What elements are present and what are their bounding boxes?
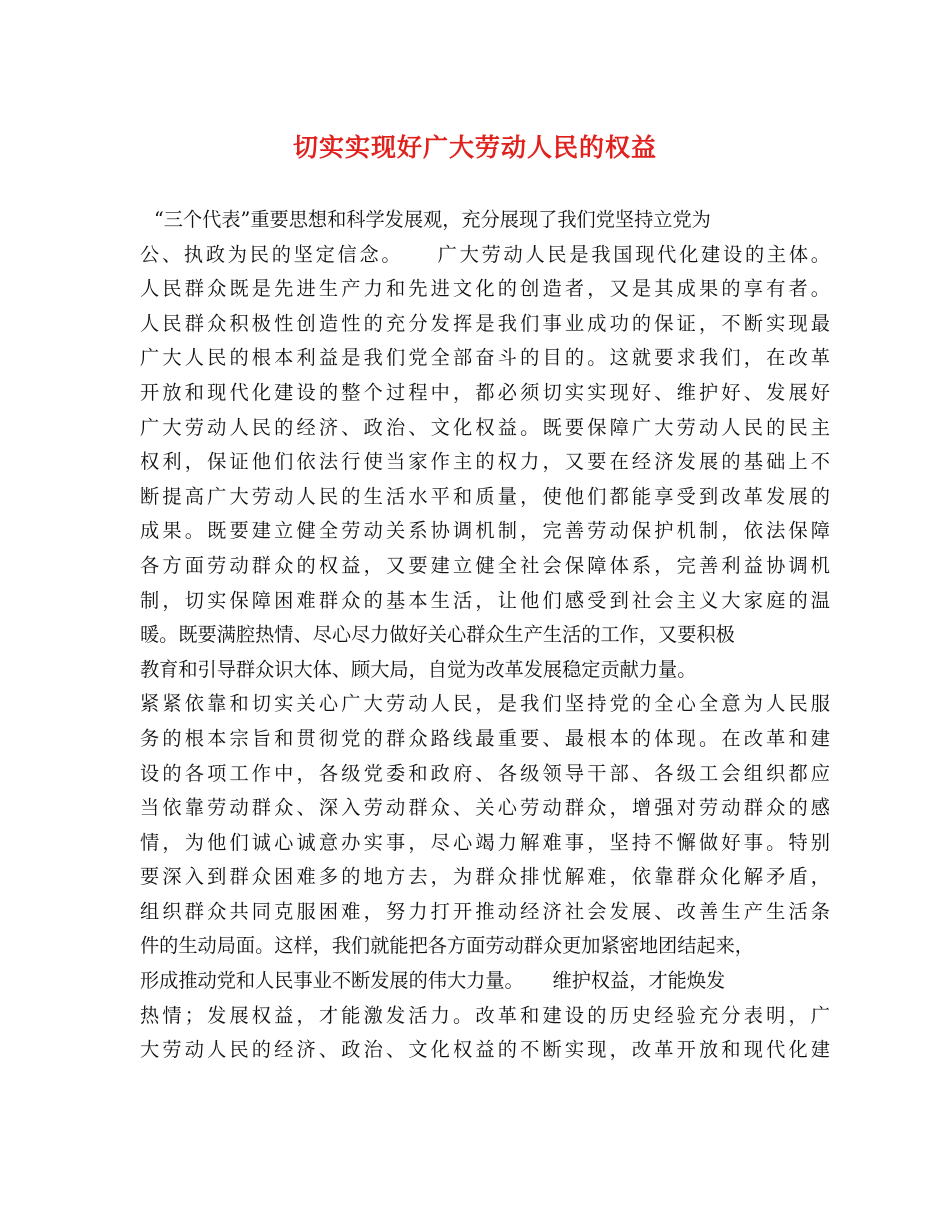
body-text-line: 广大劳动人民的经济、政治、文化权益。既要保障广大劳动人民的民主: [140, 415, 830, 439]
body-text-line: 当依靠劳动群众、深入劳动群众、关心劳动群众，增强对劳动群众的感: [140, 796, 830, 820]
body-text-line: 公、执政为民的坚定信念。 广大劳动人民是我国现代化建设的主体。: [140, 242, 830, 266]
body-text-line: 件的生动局面。这样，我们就能把各方面劳动群众更加紧密地团结起来，: [140, 934, 754, 958]
body-text-line: 广大人民的根本利益是我们党全部奋斗的目的。这就要求我们，在改革: [140, 346, 830, 370]
body-text-line: 设的各项工作中，各级党委和政府、各级领导干部、各级工会组织都应: [140, 761, 830, 785]
body-text-line: 组织群众共同克服困难，努力打开推动经济社会发展、改善生产生活条: [140, 899, 830, 923]
body-text-line: 紧紧依靠和切实关心广大劳动人民，是我们坚持党的全心全意为人民服: [140, 692, 830, 716]
body-text-line: 权利，保证他们依法行使当家作主的权力，又要在经济发展的基础上不: [140, 450, 830, 474]
body-text-line: 大劳动人民的经济、政治、文化权益的不断实现，改革开放和现代化建: [140, 1038, 830, 1062]
body-text-line: “三个代表”重要思想和科学发展观，充分展现了我们党坚持立党为: [154, 208, 711, 231]
body-text-line: 暖。既要满腔热情、尽心尽力做好关心群众生产生活的工作，又要积极: [140, 623, 735, 647]
body-text-line: 各方面劳动群众的权益，又要建立健全社会保障体系，完善利益协调机: [140, 553, 830, 577]
document-title: 切实实现好广大劳动人民的权益: [292, 133, 657, 162]
body-text-line: 情，为他们诚心诚意办实事，尽心竭力解难事，坚持不懈做好事。特别: [140, 830, 830, 854]
body-text-line: 开放和现代化建设的整个过程中，都必须切实实现好、维护好、发展好: [140, 380, 830, 404]
body-text-line: 要深入到群众困难多的地方去，为群众排忧解难，依靠群众化解矛盾，: [140, 865, 830, 889]
body-text-line: 制，切实保障困难群众的基本生活，让他们感受到社会主义大家庭的温: [140, 588, 830, 612]
body-text-line: 教育和引导群众识大体、顾大局，自觉为改革发展稳定贡献力量。: [140, 657, 697, 681]
body-text-line: 断提高广大劳动人民的生活水平和质量，使他们都能享受到改革发展的: [140, 484, 830, 508]
body-text-line: 务的根本宗旨和贯彻党的群众路线最重要、最根本的体现。在改革和建: [140, 726, 830, 750]
body-text-line: 形成推动党和人民事业不断发展的伟大力量。 维护权益，才能焕发: [140, 969, 726, 993]
body-text-line: 热情；发展权益，才能激发活力。改革和建设的历史经验充分表明，广: [140, 1003, 830, 1027]
body-text-line: 成果。既要建立健全劳动关系协调机制，完善劳动保护机制，依法保障: [140, 519, 830, 543]
document-body: [140, 203, 830, 1068]
body-text-line: 人民群众积极性创造性的充分发挥是我们事业成功的保证，不断实现最: [140, 311, 830, 335]
body-text-line: 人民群众既是先进生产力和先进文化的创造者，又是其成果的享有者。: [140, 277, 830, 301]
